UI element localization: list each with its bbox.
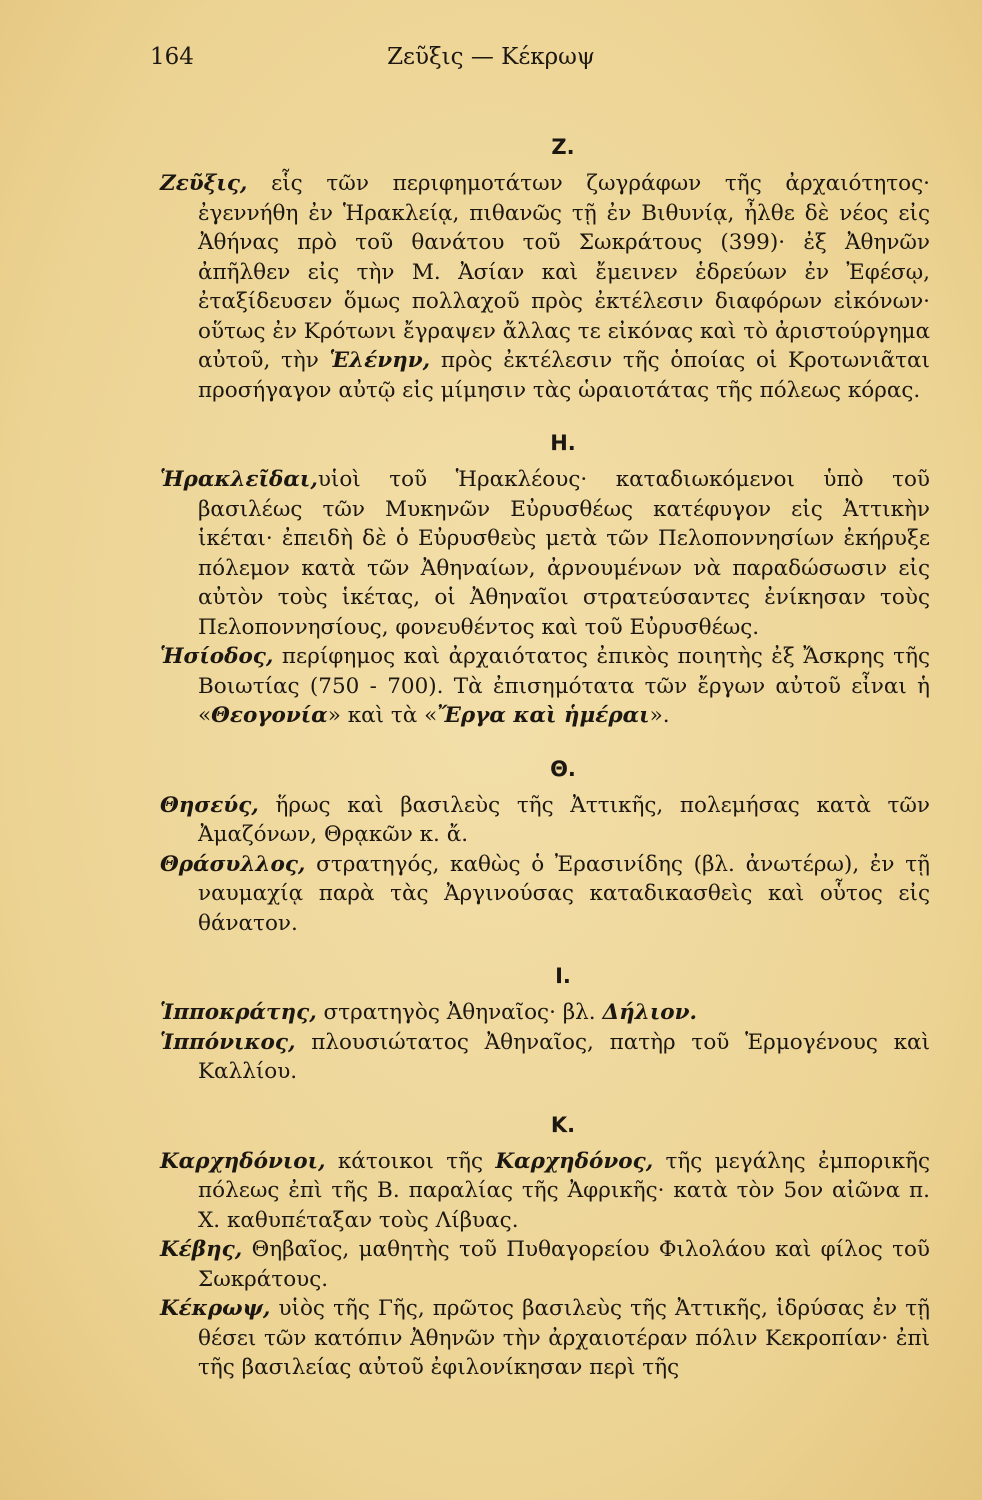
entry-headword: Ἡρακλεῖδαι, xyxy=(160,467,318,492)
entry-headword: Ἱπποκράτης, xyxy=(160,1000,317,1025)
entry-text: εἷς τῶν περιφημοτάτων ζωγράφων τῆς ἀρχαιότητος· ἐγεννήθη ἐν Ἡρακλείᾳ, πιθανῶς τῇ ἐν Βιθυνίᾳ, ἦλθε δὲ νέος εἰς Ἀθήνας πρὸ τοῦ θανάτου τοῦ Σωκράτους (399)· ἐξ Ἀθηνῶν ἀπῆλθεν εἰς τὴν Μ. Ἀσίαν καὶ ἔμεινεν ἑδρεύων ἐν Ἐφέσῳ, ἐταξίδευσεν ὅμως πολλαχοῦ πρὸς ἐκτέλεσιν διαφόρων εἰκόνων· οὕτως ἐν Κρότωνι ἔγραψεν ἄλλας τε εἰκόνας καὶ τὸ ἀριστούργημα αὐτοῦ, τὴν xyxy=(198,171,930,373)
entry-text: πλουσιώτατος Ἀθηναῖος, πατὴρ τοῦ Ἑρμογένους καὶ Καλλίου. xyxy=(198,1029,930,1084)
entry-theseus xyxy=(160,791,930,850)
page-header xyxy=(150,44,832,80)
entry-emphasis: Δήλιον. xyxy=(602,1000,698,1025)
section-letter-eta: Η. xyxy=(550,431,576,455)
entry-thrasyllos xyxy=(160,850,930,939)
running-head: Ζεῦξις — Κέκρωψ xyxy=(387,44,595,70)
entry-text: υἱὸς τῆς Γῆς, πρῶτος βασιλεὺς τῆς Ἀττικῆς, ἱδρύσας ἐν τῇ θέσει τῶν κατόπιν Ἀθηνῶν τὴν ἀρχαιοτέραν πόλιν Κεκροπίαν· ἐπὶ τῆς βασιλείας αὐτοῦ ἐφιλονίκησαν περὶ τῆς xyxy=(198,1296,930,1380)
entry-headword: Καρχηδόνιοι, xyxy=(160,1148,326,1174)
entry-headword: Κέβης, xyxy=(160,1237,243,1262)
entry-headword: Ἡσίοδος, xyxy=(160,644,274,669)
section-letter-zeta: Ζ. xyxy=(551,135,575,159)
entry-text: » καὶ τὰ « xyxy=(327,703,438,728)
entry-emphasis: Καρχηδόνος, xyxy=(495,1148,654,1174)
entry-herakleidai xyxy=(160,465,930,642)
entry-hesiodos xyxy=(160,642,930,731)
entry-kekrops xyxy=(160,1294,930,1383)
entry-text: στρατηγὸς Ἀθηναῖος· βλ. xyxy=(316,1000,603,1025)
entry-text: πρὸς ἐκτέλεσιν τῆς ὁποίας οἱ Κροτωνιᾶται προσήγαγον αὐτῷ εἰς μίμησιν τὰς ὡραιοτάτας τῆς πόλεως κόρας. xyxy=(198,348,930,403)
entry-hipponikos xyxy=(160,1028,930,1087)
entry-hippokrates xyxy=(160,998,930,1028)
entry-zeuxis xyxy=(160,169,930,405)
entry-text: περίφημος καὶ ἀρχαιότατος ἐπικὸς ποιητὴς ἐξ Ἄσκρης τῆς Βοιωτίας (750 - 700). Τὰ ἐπισημότατα τῶν ἔργων αὐτοῦ εἶναι ἡ « xyxy=(198,644,930,728)
entry-headword: Θησεύς, xyxy=(160,792,259,818)
entry-emphasis: Ἑλένην, xyxy=(329,348,431,373)
entry-text: ἥρως καὶ βασιλεὺς τῆς Ἀττικῆς, πολεμήσας κατὰ τῶν Ἀμαζόνων, Θρᾳκῶν κ. ἄ. xyxy=(198,792,930,847)
section-letter-iota: Ι. xyxy=(555,964,571,988)
entry-text: υἱοὶ τοῦ Ἡρακλέους· καταδιωκόμενοι ὑπὸ τοῦ βασιλέως τῶν Μυκηνῶν Εὐρυσθέως κατέφυγον εἰς Ἀττικὴν ἱκέται· ἐπειδὴ δὲ ὁ Εὐρυσθεὺς μετὰ τῶν Πελοποννησίων ἐκήρυξε πόλεμον κατὰ τῶν Ἀθηναίων, ἀρνουμένων νὰ παραδώσωσιν εἰς αὐτὸν τοὺς ἱκέτας, οἱ Ἀθηναῖοι στρατεύσαντες ἐνίκησαν τοὺς Πελοποννησίους, φονευθέντος καὶ τοῦ Εὐρυσθέως. xyxy=(198,467,930,640)
entry-emphasis: Θεογονία xyxy=(211,703,328,728)
entry-headword: Θράσυλλος, xyxy=(160,851,306,877)
entry-headword: Ζεῦξις, xyxy=(160,171,248,196)
entry-kebes xyxy=(160,1235,930,1294)
entry-text: τῆς μεγάλης ἐμπορικῆς πόλεως ἐπὶ τῆς Β. παραλίας τῆς Ἀφρικῆς· κατὰ τὸν 5ον αἰῶνα π. Χ. καθυπέταξαν τοὺς Λίβυας. xyxy=(198,1148,930,1233)
entry-headword: Ἱππόνικος, xyxy=(160,1029,296,1055)
entry-karchedonioi xyxy=(160,1147,930,1236)
entry-text: κάτοικοι τῆς xyxy=(325,1148,496,1174)
section-letter-kappa: Κ. xyxy=(550,1112,576,1137)
section-letter-theta: Θ. xyxy=(550,756,576,781)
entry-text: ». xyxy=(649,703,670,728)
glossary-content xyxy=(160,125,930,1383)
entry-emphasis: Ἔργα καὶ ἡμέραι xyxy=(437,703,650,728)
entry-text: Θηβαῖος, μαθητὴς τοῦ Πυθαγορείου Φιλολάου καὶ φίλος τοῦ Σωκράτους. xyxy=(198,1237,930,1292)
entry-text: στρατηγός, καθὼς ὁ Ἐρασινίδης (βλ. ἀνωτέρω), ἐν τῇ ναυμαχίᾳ παρὰ τὰς Ἀργινούσας καταδικασθεὶς καὶ οὗτος εἰς θάνατον. xyxy=(198,851,930,936)
entry-headword: Κέκρωψ, xyxy=(160,1296,271,1321)
page-number: 164 xyxy=(150,44,194,70)
